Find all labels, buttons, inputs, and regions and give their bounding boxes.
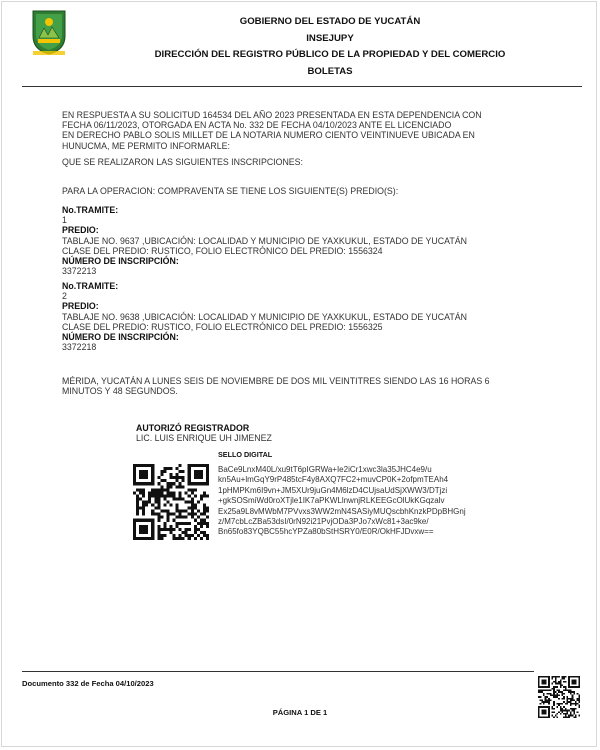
seal-line: BaCe9LnxM40L/xu9tT6pIGRWa+Ie2iCr1xwc3la35JHC4e9/u (218, 465, 432, 474)
seal-line: Bn65fo83YQBC55hcYPZa80bStHSRY0/E0R/OkHFJDvxw== (218, 527, 434, 537)
intro-line: EN DERECHO PABLO SOLIS MILLET DE LA NOTARIA NUMERO CIENTO VEINTINUEVE UBICADA EN (62, 130, 475, 141)
tramite-label: No.TRAMITE: (62, 205, 119, 215)
closing-line: MINUTOS Y 48 SEGUNDOS. (62, 386, 178, 397)
closing-line: MÉRIDA, YUCATÁN A LUNES SEIS DE NOVIEMBRE DE DOS MIL VEINTITRES SIENDO LAS 16 HORAS 6 (62, 376, 490, 386)
header-section: BOLETAS (307, 65, 353, 77)
seal-line: +gkSOSmiWd0roXTjle1IK7aPKWLlnwnjRLKEEGcOlUkKGqzalv (218, 496, 445, 506)
intro-paragraph (62, 110, 562, 151)
intro-line: EN RESPUESTA A SU SOLICITUD 164534 DEL AÑO 2023 PRESENTADA EN ESTA DEPENDENCIA CON (62, 110, 482, 120)
predio-location: TABLAJE NO. 9638 ,UBICACIÓN: LOCALIDAD Y MUNICIPIO DE YAXKUKUL, ESTADO DE YUCATÁN (62, 311, 467, 322)
header-government: GOBIERNO DEL ESTADO DE YUCATÁN (239, 16, 421, 27)
page-number: PÁGINA 1 DE 1 (272, 708, 328, 717)
seal-line: z/M7cbLcZBa53dsI/0rN92i21PvjODa3PJo7xWc81+3ac9ke/ (218, 517, 429, 527)
intro-line: HUNUCMA, ME PERMITO INFORMARLE: (62, 140, 230, 151)
header-directorate: DIRECCIÓN DEL REGISTRO PÚBLICO DE LA PROPIEDAD Y DEL COMERCIO (154, 49, 506, 60)
tramite-number: 2 (62, 291, 67, 302)
authorization-title: AUTORIZÓ REGISTRADOR (136, 423, 250, 433)
predio-class: CLASE DEL PREDIO: RUSTICO, FOLIO ELECTRÓNICO DEL PREDIO: 1556325 (62, 321, 383, 332)
digital-seal-text (218, 465, 508, 538)
header-institute: INSEJUPY (306, 32, 354, 44)
digital-seal-title: SELLO DIGITAL (218, 450, 273, 459)
inscription-number: 3372218 (62, 342, 97, 353)
predio-label: PREDIO: (62, 301, 99, 312)
predio-label: PREDIO: (62, 225, 99, 236)
document-header (80, 14, 580, 80)
tramite-block (62, 281, 562, 352)
tramite-number: 1 (62, 215, 67, 226)
footer-divider (22, 671, 534, 672)
seal-line: 1pHMPKm6I9vn+JM5XUr9juGn4M6lzD4CUjsaUdSjXWW3/DTjzi (218, 485, 448, 495)
seal-line: Ex25a9L8vMWbM7PVvxs3WW2mN4SASiyMUQscbhKnzkPDpBHGnj (218, 506, 466, 516)
seal-line: kn5Au+lmGqY9rP485tcF4y8AXQ7FC2+muvCP0K+2ofpmTEAh4 (218, 475, 449, 485)
predio-location: TABLAJE NO. 9637 ,UBICACIÓN: LOCALIDAD Y MUNICIPIO DE YAXKUKUL, ESTADO DE YUCATÁN (62, 235, 467, 246)
tramite-block (62, 205, 562, 276)
inscription-label: NÚMERO DE INSCRIPCIÓN: (62, 256, 179, 267)
tramite-label: No.TRAMITE: (62, 281, 119, 291)
header-divider (22, 86, 582, 87)
digital-seal-qr-code (133, 464, 209, 540)
inscription-label: NÚMERO DE INSCRIPCIÓN: (62, 332, 179, 343)
registrar-name: LIC. LUIS ENRIQUE UH JIMENEZ (136, 433, 272, 443)
intro-line: FECHA 06/11/2023, OTORGADA EN ACTA No. 332 DE FECHA 04/10/2023 ANTE EL LICENCIADO (62, 120, 452, 131)
predio-class: CLASE DEL PREDIO: RUSTICO, FOLIO ELECTRÓNICO DEL PREDIO: 1556324 (62, 245, 383, 256)
operation-line: PARA LA OPERACION: COMPRAVENTA SE TIENE LOS SIGUIENTE(S) PREDIO(S): (62, 186, 399, 196)
inscription-number: 3372213 (62, 266, 97, 277)
footer-qr-code (538, 676, 580, 718)
footer-document-reference: Documento 332 de Fecha 04/10/2023 (22, 679, 154, 688)
inscriptions-line: QUE SE REALIZARON LAS SIGUIENTES INSCRIPCIONES: (62, 157, 303, 167)
authorization-block (136, 423, 272, 443)
closing-paragraph (62, 376, 562, 396)
yucatan-coat-of-arms-icon (30, 8, 68, 56)
